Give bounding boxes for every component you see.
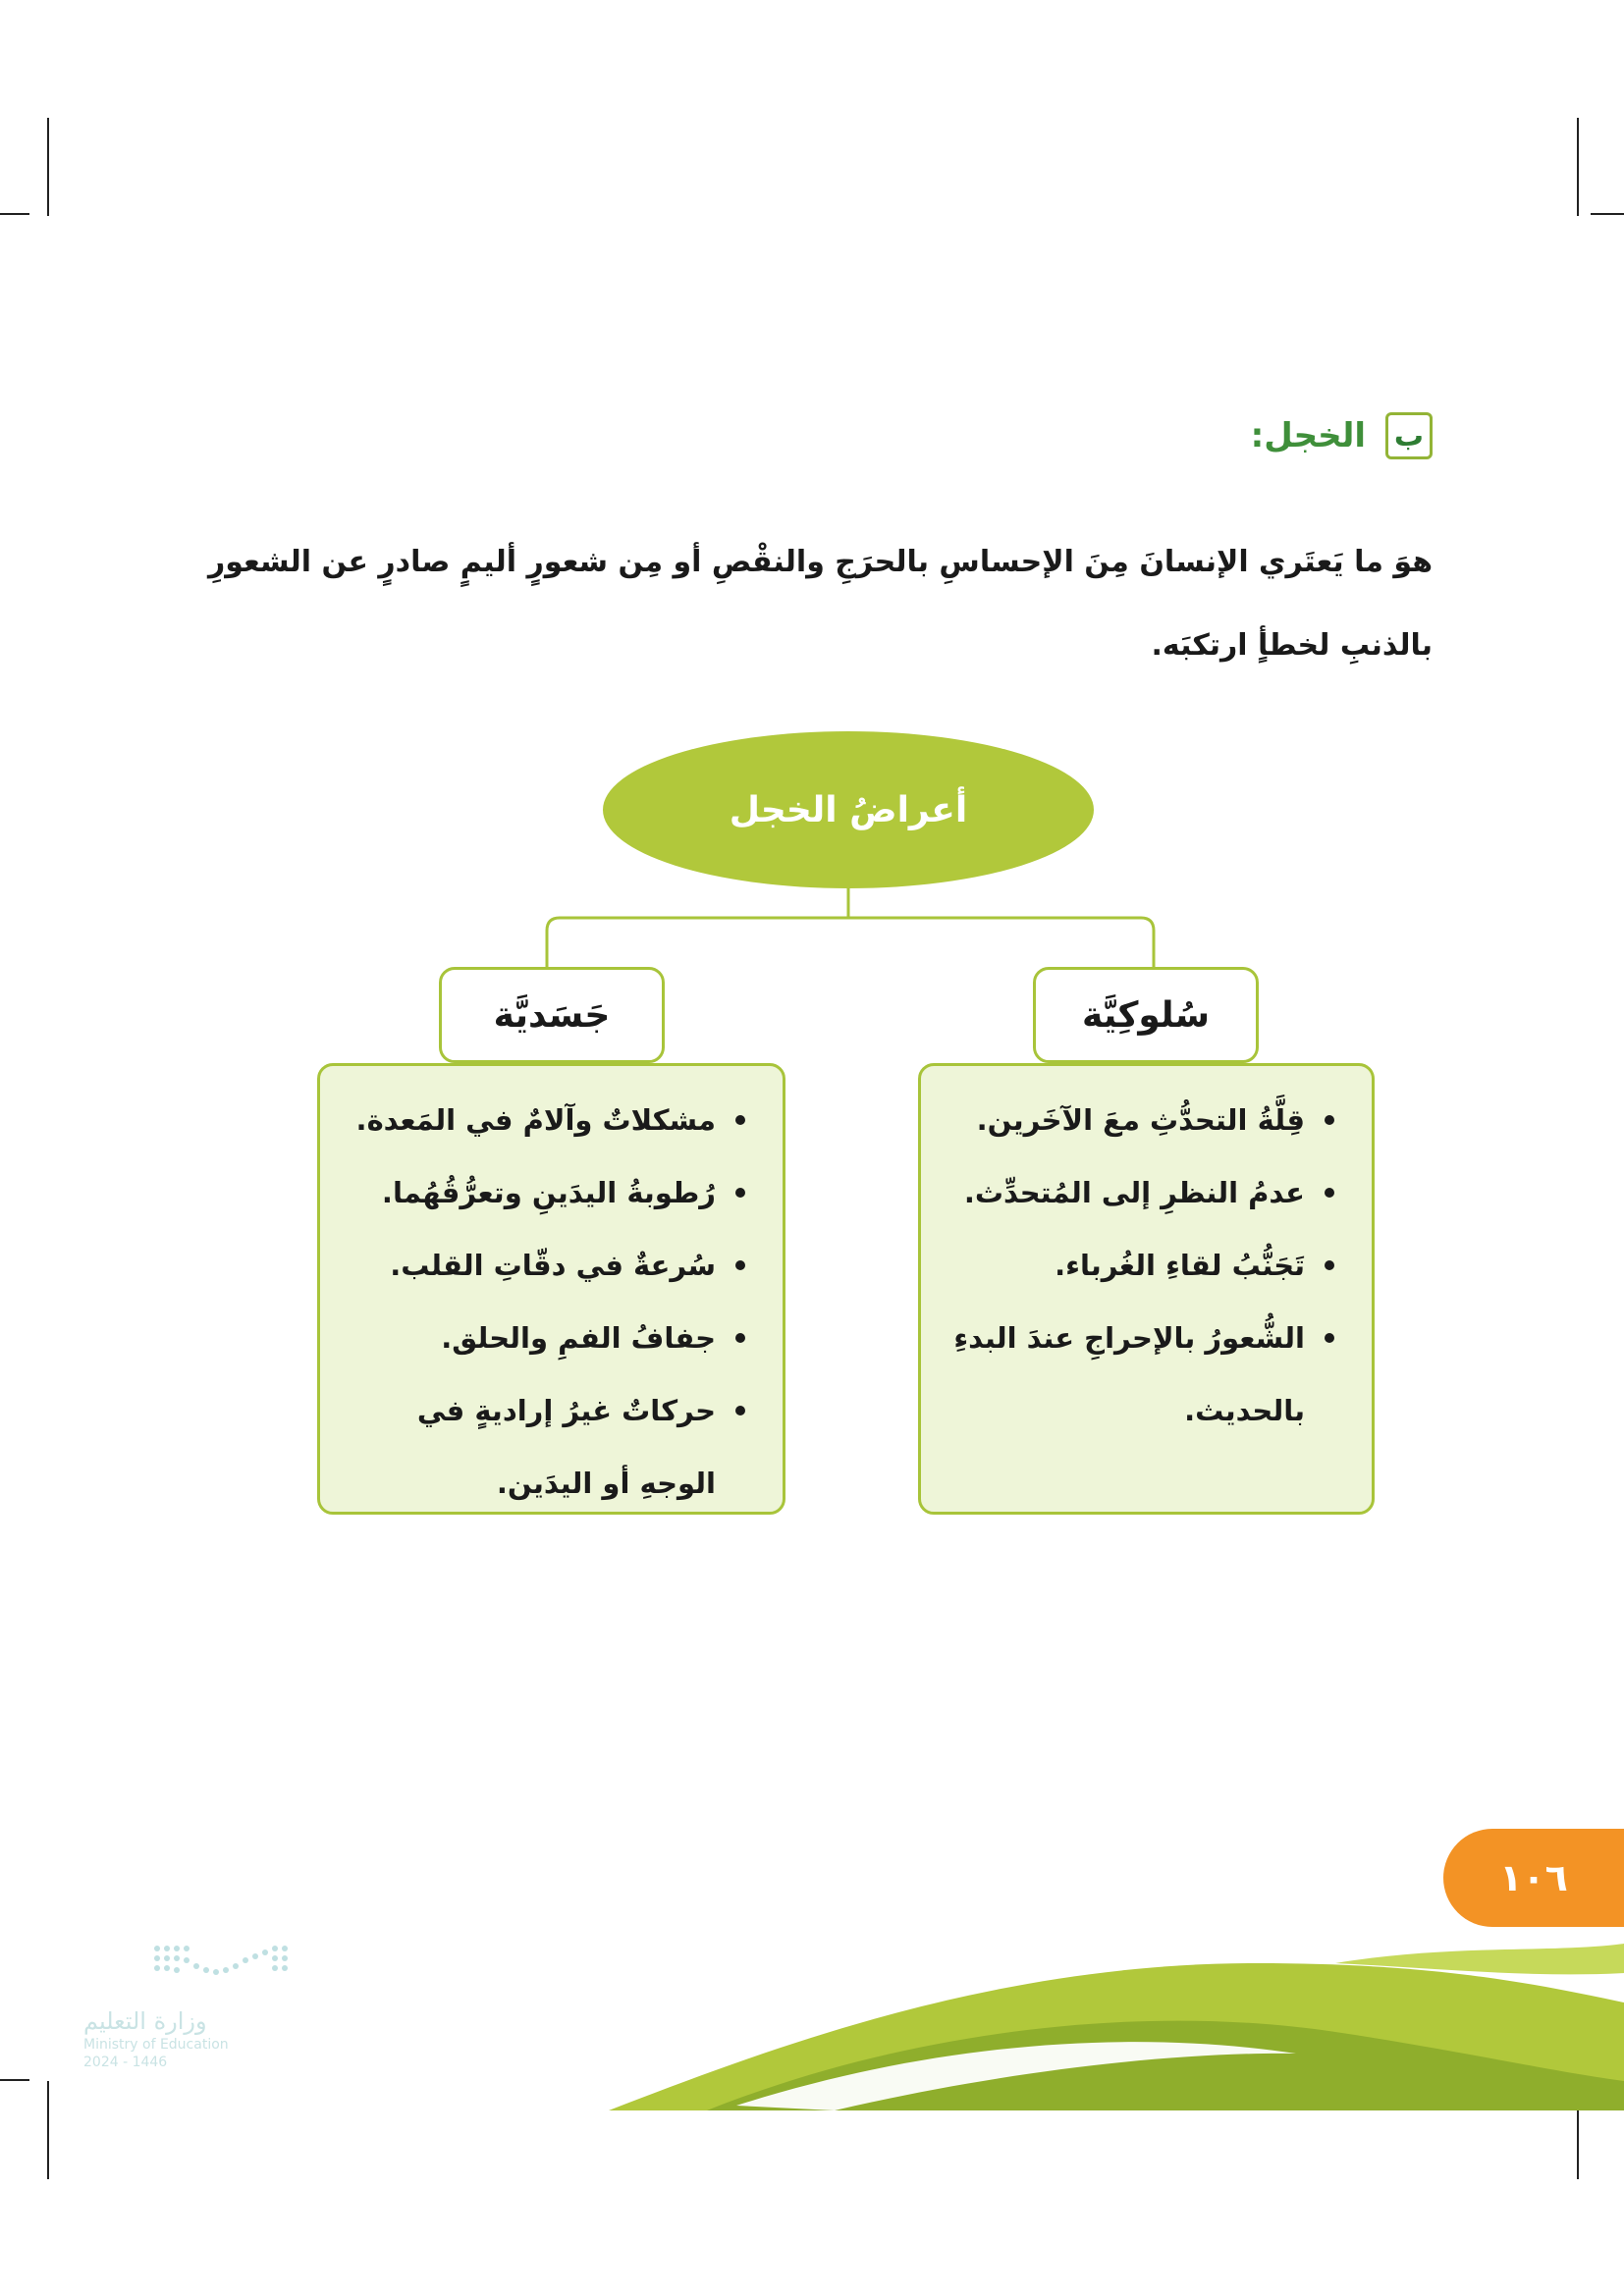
ministry-name-english: Ministry of Education <box>83 2037 229 2053</box>
list-item: حركاتٌ غيرُ إراديةٍ في الوجهِ أو اليدَين. <box>340 1374 716 1520</box>
branch-tab-physical: جَسَديَّة <box>439 967 665 1063</box>
list-item: تَجَنُّبُ لقاءِ الغُرباء. <box>941 1229 1305 1302</box>
page-number: ١٠٦ <box>1443 1829 1624 1927</box>
list-item: قِلَّةُ التحدُّثِ معَ الآخَرين. <box>941 1084 1305 1156</box>
list-item: جفافُ الفمِ والحلق. <box>340 1302 716 1374</box>
branch-tab-behavioral: سُلوكِيَّة <box>1033 967 1259 1063</box>
branch-box-behavioral <box>918 1063 1375 1515</box>
decorative-swoosh <box>589 1924 1624 2120</box>
ministry-logo-icon <box>83 1939 299 1998</box>
section-title: الخجل: <box>1250 416 1366 455</box>
list-item: مشكلاتٌ وآلامٌ في المَعدة. <box>340 1084 716 1156</box>
list-item: رُطوبةُ اليدَينِ وتعرُّقُهُما. <box>340 1156 716 1229</box>
section-letter-badge: ب <box>1385 412 1433 459</box>
diagram-root-node <box>603 731 1094 888</box>
ministry-year: 2024 - 1446 <box>83 2055 168 2070</box>
ministry-name-arabic: وزارة التعليم <box>83 2007 207 2035</box>
list-item: الشُّعورُ بالإحراجِ عندَ البدءِ بالحديث. <box>941 1302 1305 1447</box>
list-item: سُرعةٌ في دقّاتِ القلب. <box>340 1229 716 1302</box>
branch-box-physical <box>317 1063 785 1515</box>
list-item: عدمُ النظرِ إلى المُتحدِّث. <box>941 1156 1305 1229</box>
diagram-root-label: أعراضُ الخجل <box>729 789 968 830</box>
intro-paragraph: هوَ ما يَعتَري الإنسانَ مِنَ الإحساسِ بالحرَجِ والنقْصِ أو مِن شعورٍ أليمٍ صادرٍ عن الشعورِ بالذنبِ لخطأٍ ارتكبَه. <box>207 545 1433 663</box>
